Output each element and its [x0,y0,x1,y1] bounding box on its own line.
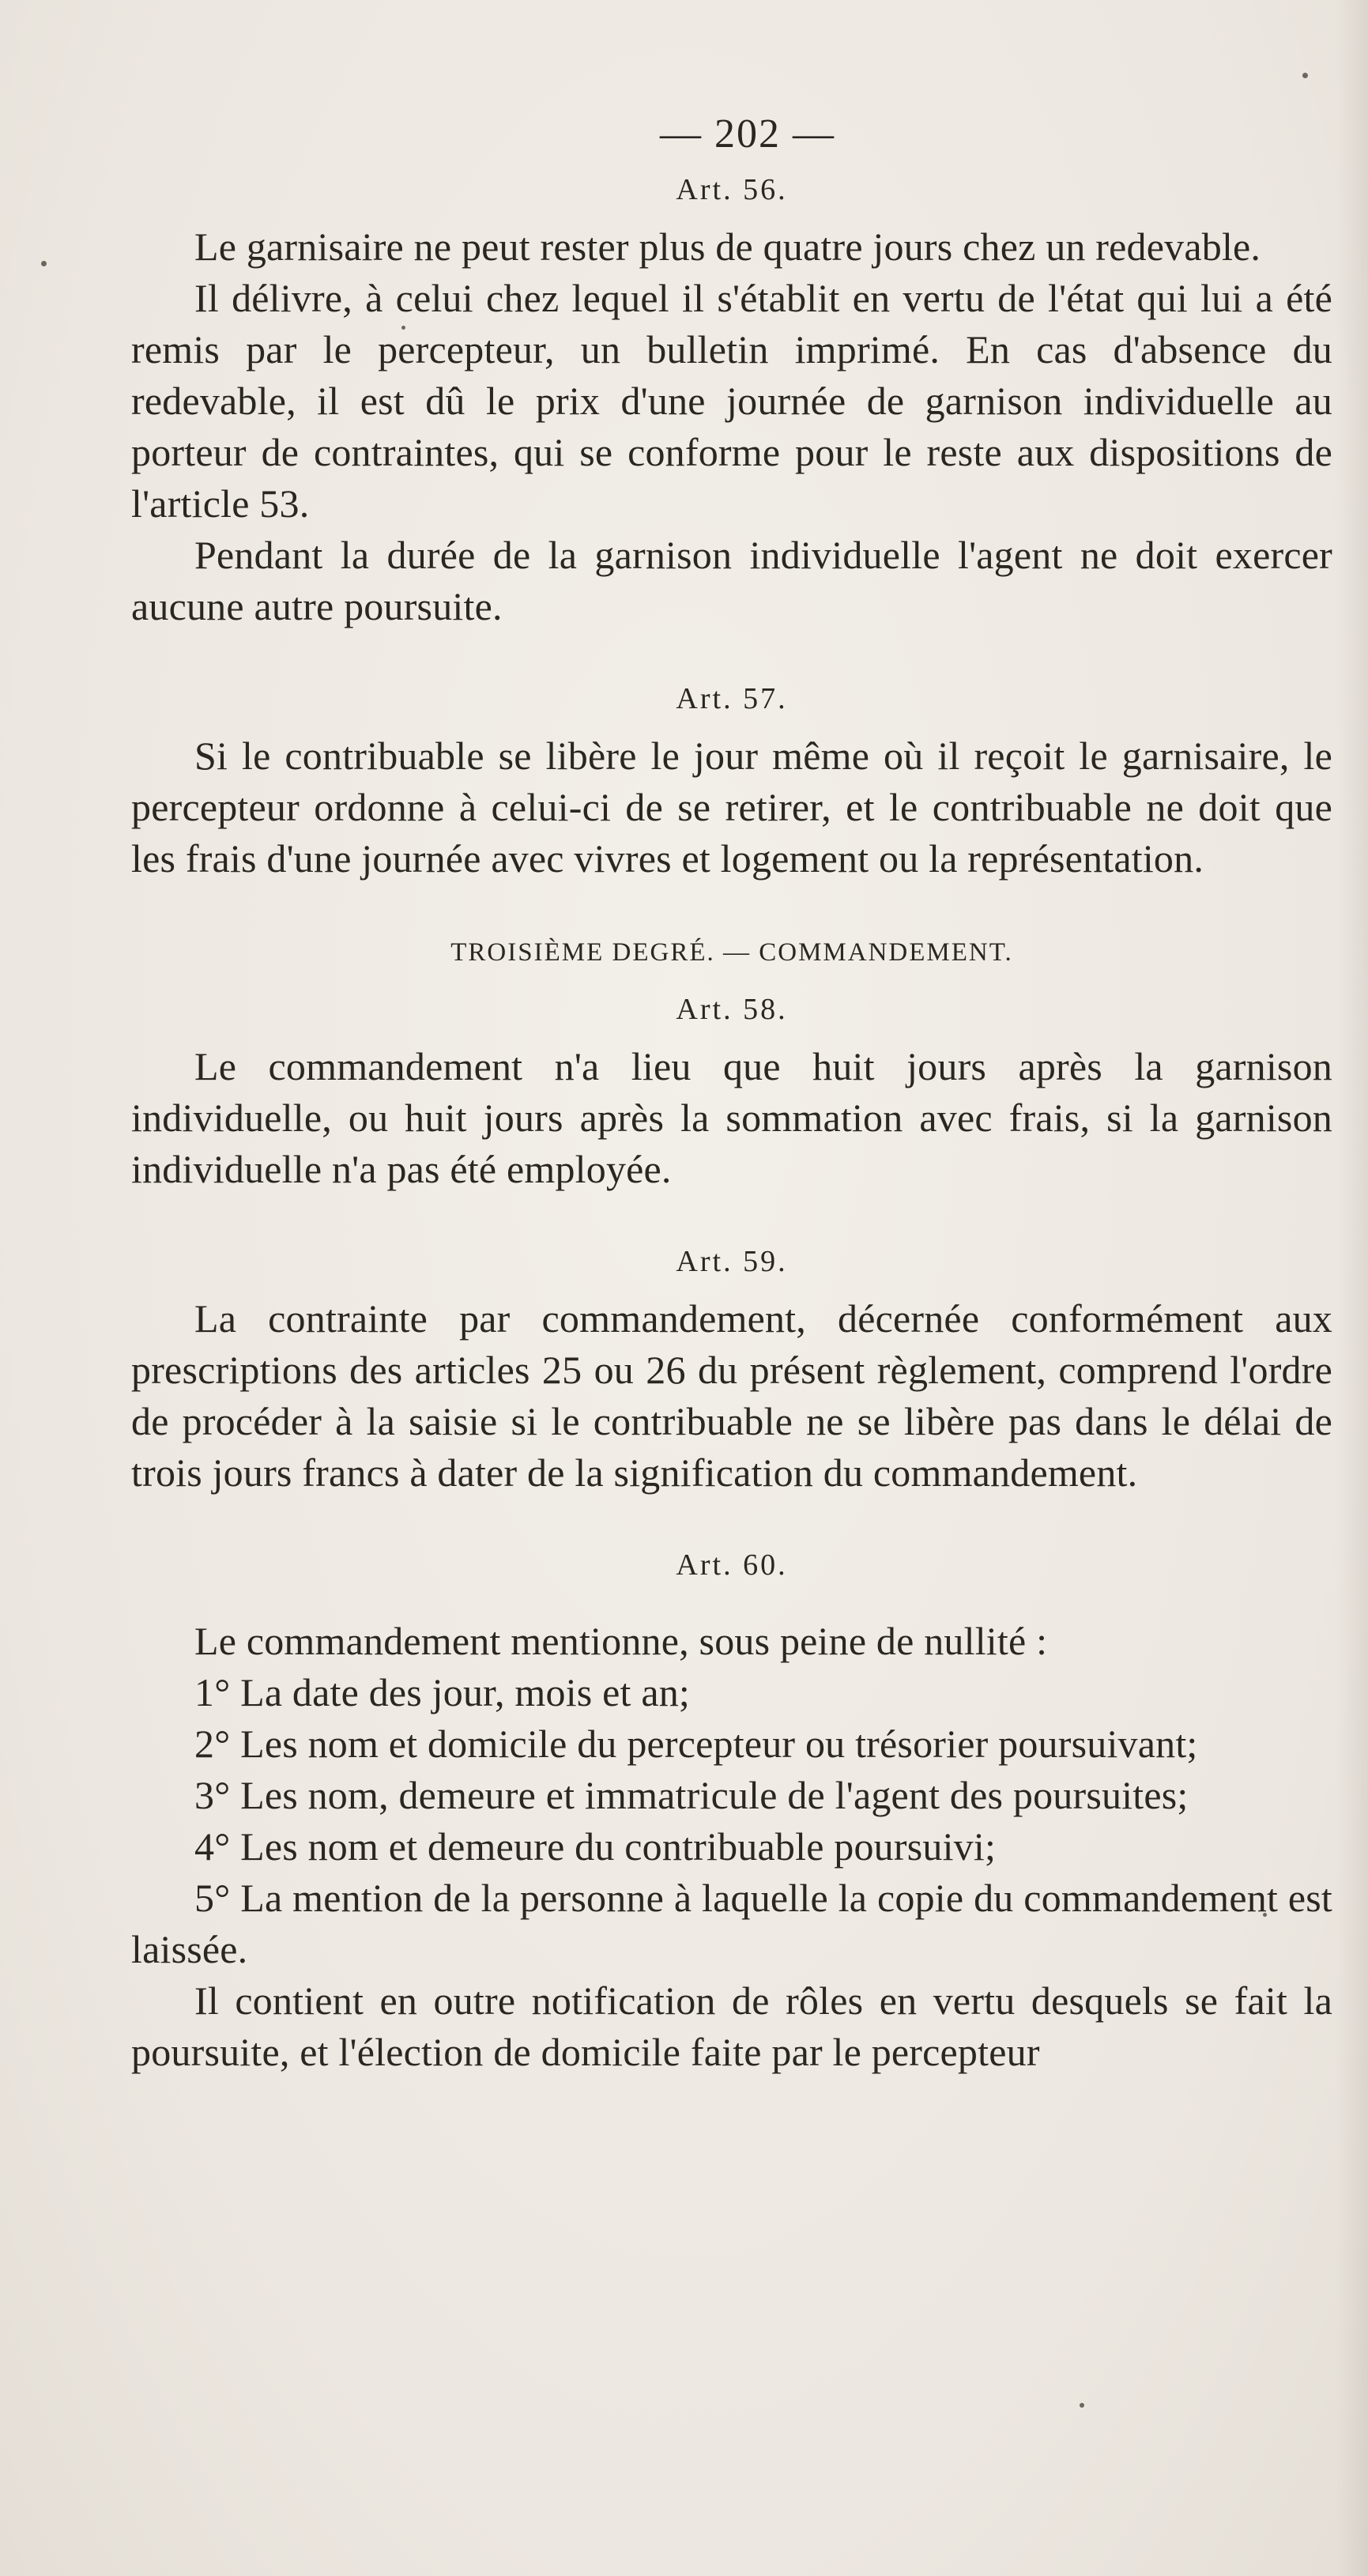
page-text [131,103,1332,2078]
article-60-item-5: 5° La mention de la personne à laquelle la copie du commandement est laissée. [131,1876,1332,1971]
page-edge-shadow [1336,0,1368,2576]
article-60-intro: Le commandement mentionne, sous peine de nullité : [194,1619,1048,1663]
paper-speck [1080,2403,1084,2408]
article-57-heading: Art. 57. [676,682,788,715]
article-56-paragraph-3: Pendant la durée de la garnison individuelle l'agent ne doit exercer aucune autre poursuite. [131,533,1332,628]
article-60-item-1: 1° La date des jour, mois et an; [194,1670,691,1714]
article-60-item-4: 4° Les nom et demeure du contribuable poursuivi; [194,1824,997,1869]
article-56-paragraph-2: Il délivre, à celui chez lequel il s'établit en vertu de l'état qui lui a été remis par le percepteur, un bulletin imprimé. En cas d'absence du redevable, il est dû le prix d'une journée de garnison individuelle au porteur de contraintes, qui se conforme pour le reste aux dispositions de l'article 53. [131,276,1332,526]
section-title: TROISIÈME DEGRÉ. — COMMANDEMENT. [450,938,1013,967]
page-number: — 202 — [660,111,835,157]
article-57-paragraph-1: Si le contribuable se libère le jour même où il reçoit le garnisaire, le percepteur ordonne à celui-ci de se retirer, et le contribuable ne doit que les frais d'une journée avec vivres et logement ou la représentation. [131,734,1332,881]
article-60-item-3: 3° Les nom, demeure et immatricule de l'agent des poursuites; [194,1773,1189,1817]
article-56-heading: Art. 56. [676,173,788,206]
paper-speck [1302,73,1308,78]
article-60-heading: Art. 60. [676,1548,788,1582]
article-59-heading: Art. 59. [676,1245,788,1278]
article-58-heading: Art. 58. [676,993,788,1026]
article-60-closing: Il contient en outre notification de rôles en vertu desquels se fait la poursuite, et l'élection de domicile faite par le percepteur [131,1978,1332,2074]
article-59-paragraph-1: La contrainte par commandement, décernée conformément aux prescriptions des articles 25 ou 26 du présent règlement, comprend l'ordre de procéder à la saisie si le contribuable ne se libère pas dans le délai de trois jours francs à dater de la signification du commandement. [131,1296,1332,1495]
paper-speck [41,261,47,266]
article-56-paragraph-1: Le garnisaire ne peut rester plus de quatre jours chez un redevable. [194,224,1261,269]
article-60-item-2: 2° Les nom et domicile du percepteur ou trésorier poursuivant; [194,1722,1198,1766]
article-58-paragraph-1: Le commandement n'a lieu que huit jours après la garnison individuelle, ou huit jours après la sommation avec frais, si la garnison individuelle n'a pas été employée. [131,1044,1332,1191]
